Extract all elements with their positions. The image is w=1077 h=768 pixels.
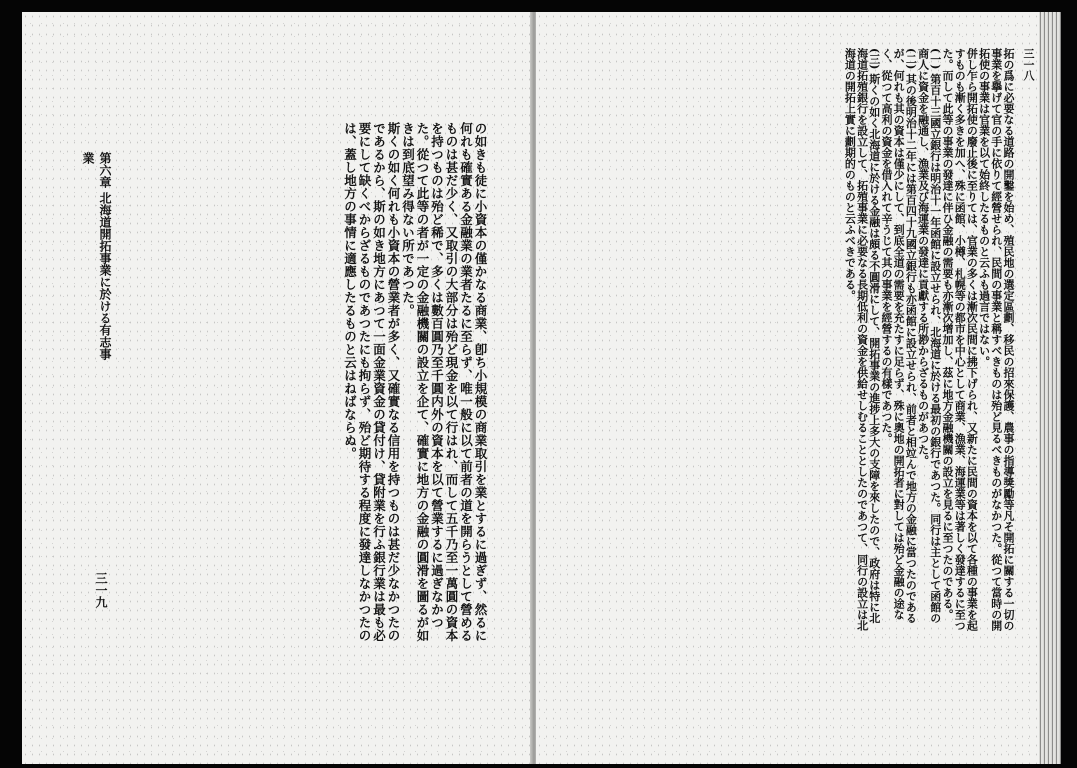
page-number-right: 三一八	[1022, 48, 1035, 81]
right-body-text: 拓の爲に必要なる道路の開鑿を始め、殖民地の選定區劃、移民の招來保護、農事の指導獎勵等凡そ開拓に關する一切の事業を擧げて官の手に依りて經營せられ、民間の事業と稱すべきものは殆ど見るべきものがなかつた。從つて當時の開拓使の事業は官業を以て始終したるものと云ふも過言ではない。 併し乍ら開拓使の廢止後に至りては、官業の多くは漸次民間に拂下げられ、又新たに民間の資本を以て各種の事業を起すものも漸く多きを加へ、殊に函館、小樽、札幌等の都市を中心として商業、漁業、海運業等は著しく發達するに至つた。而して此等の事業の發達に伴ひ金融の需要も亦漸次增加し、茲に地方金融機關の設立を見るに至つたのである。 (一) 第百十三國立銀行は明治十一年函館に設立せられ、北海道に於ける最初の銀行であつた。同行は主として函館の商人に資金を融通し、漁業及び海運業の發達に貢獻する所尠からざるものがあつた。 (二) 其の後明治十二年には第百四十九國立銀行も亦函館に設立せられ、前者と相竝んで地方の金融に當つたのであるが、何れも其の資本は僅少にして、到底全道の需要を充たすに足らず、殊に奧地の開拓者に對しては殆ど金融の途なく、從つて高利の資金を借入れて辛うじて其の事業を經營するの有樣であつた。 (三) 斯くの如く北海道に於ける金融は頗る不圓滑にして、開拓事業の進捗上多大の支障を來したので、政府は特に北海道拓殖銀行を設立して、拓殖事業に必要なる長期低利の資金を供給せしむることとしたのであつて、同行の設立は北海道の開拓上實に劃期的のものと云ふべきである。	[843, 48, 1015, 631]
bleed-through-text	[556, 72, 616, 632]
bleed-through-text	[122, 132, 342, 652]
page-number-left: 三一九	[94, 572, 108, 608]
page-edges	[1039, 12, 1061, 764]
running-title: 第六章 北海道開拓事業に於ける有志事業	[81, 152, 112, 361]
right-page	[536, 12, 1061, 764]
left-body-text: の如きも徒に小資本の僅かなる商業、卽ち小規模の商業取引を業とするに過ぎず、然るに何れも確實ある金融業の業者たるに至らず、唯一般に以て前者の道を開らうとして營めるものは甚だ少く、又取引の大部分は殆ど現金を以て行はれ、而して五千乃至一萬圓の資本を持つものは殆ど稀で、多くは數百圓乃至千圓内外の資本を以て營業するに過ぎなかつた。從つて此等の者が一定の金融機關の設立を企て、確實に地方の金融の圓滑を圖るが如きは到底望み得ない所であつた。 斯くの如く何れも小資本の營業者が多く、又確實なる信用を持つものは甚だ少なかつたのであるから、斯の如き地方にあつて一面金業資金の貸付け、貸附業を行ふ銀行業は最も必要にして缺くべからざるものであつたにも拘らず、殆ど期待する程度に發達しなかつたのは、蓋し地方の事情に適應したるものと云はねばならぬ。	[342, 122, 488, 642]
left-page	[22, 12, 532, 764]
